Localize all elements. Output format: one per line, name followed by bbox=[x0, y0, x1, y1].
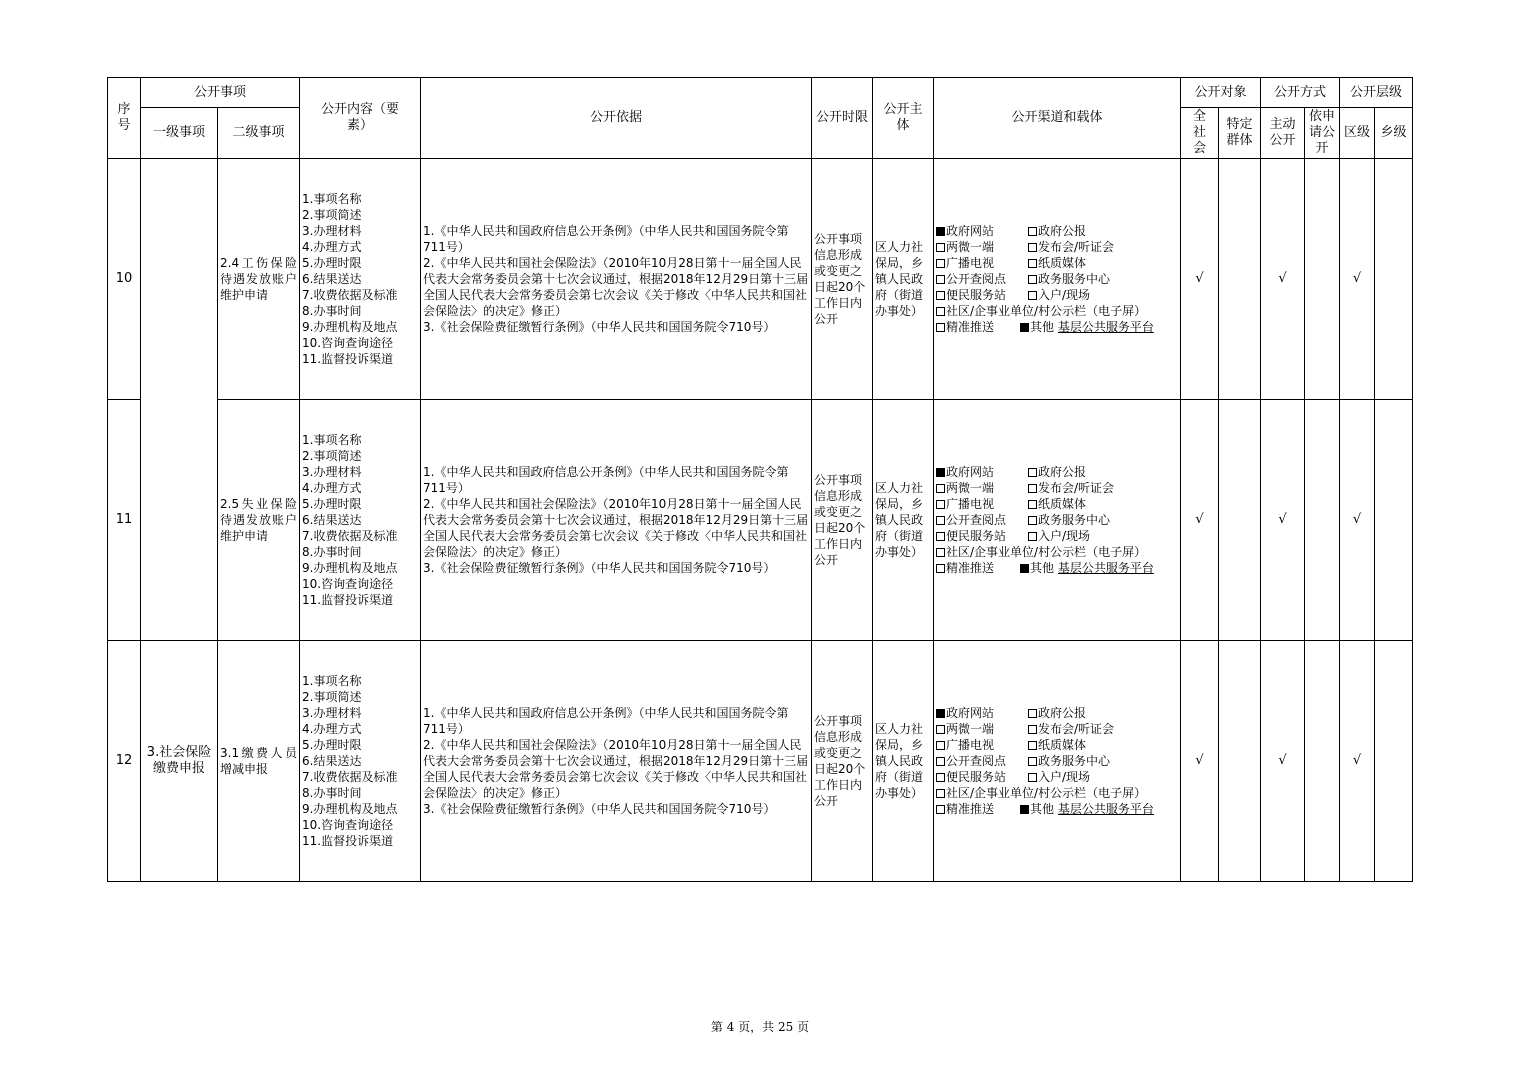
row-check-specific bbox=[1219, 641, 1261, 882]
row-check-specific bbox=[1219, 159, 1261, 400]
content-line: 11.监督投诉渠道 bbox=[302, 834, 394, 848]
checked-box-icon bbox=[936, 227, 945, 236]
checkbox-icon bbox=[936, 259, 945, 268]
channel-convenience-station: 便民服务站 bbox=[936, 287, 1028, 303]
basis-line: 3.《社会保险费征缴暂行条例》（中华人民共和国国务院令710号） bbox=[423, 802, 776, 816]
header-time-limit: 公开时限 bbox=[812, 78, 873, 159]
content-line: 7.收费依据及标准 bbox=[302, 288, 398, 302]
row-channels bbox=[934, 400, 1181, 641]
content-line: 6.结果送达 bbox=[302, 513, 362, 527]
checkbox-icon bbox=[936, 564, 945, 573]
content-line: 6.结果送达 bbox=[302, 754, 362, 768]
channel-service-center: 政务服务中心 bbox=[1028, 512, 1178, 528]
content-line: 5.办理时限 bbox=[302, 497, 362, 511]
content-line: 9.办理机构及地点 bbox=[302, 320, 398, 334]
channel-paper-media: 纸质媒体 bbox=[1028, 496, 1178, 512]
row-seq: 10 bbox=[108, 159, 141, 400]
checkbox-icon bbox=[1028, 757, 1037, 766]
row-seq: 12 bbox=[108, 641, 141, 882]
table-row bbox=[108, 400, 1413, 641]
row-time-limit: 公开事项信息形成或变更之日起20个工作日内公开 bbox=[812, 400, 873, 641]
row-time-limit: 公开事项信息形成或变更之日起20个工作日内公开 bbox=[812, 159, 873, 400]
checkbox-icon bbox=[936, 725, 945, 734]
row-check-district: √ bbox=[1340, 641, 1375, 882]
channel-door-to-door: 入户/现场 bbox=[1028, 287, 1178, 303]
row-check-apply bbox=[1305, 400, 1340, 641]
checkbox-icon bbox=[1028, 227, 1037, 236]
channel-service-center: 政务服务中心 bbox=[1028, 271, 1178, 287]
channel-convenience-station: 便民服务站 bbox=[936, 528, 1028, 544]
row-check-active: √ bbox=[1261, 400, 1305, 641]
checkbox-icon bbox=[1028, 259, 1037, 268]
basis-line: 2.《中华人民共和国社会保险法》（2010年10月28日第十一届全国人民代表大会常务委员会第十七次会议通过，根据2018年12月29日第十三届全国人民代表大会常务委员会第七次会议《关于修改〈中华人民共和国社会保险法〉的决定》修正） bbox=[423, 256, 809, 318]
content-line: 3.办理材料 bbox=[302, 224, 362, 238]
header-subject: 公开主体 bbox=[873, 78, 934, 159]
header-channels: 公开渠道和载体 bbox=[934, 78, 1181, 159]
row-subject: 区人力社保局，乡镇人民政府（街道办事处） bbox=[873, 159, 934, 400]
channel-gov-website: 政府网站 bbox=[936, 464, 1028, 480]
channel-door-to-door: 入户/现场 bbox=[1028, 528, 1178, 544]
content-line: 4.办理方式 bbox=[302, 240, 362, 254]
checkbox-icon bbox=[936, 500, 945, 509]
channel-press-conf: 发布会/听证会 bbox=[1028, 480, 1178, 496]
channel-paper-media: 纸质媒体 bbox=[1028, 255, 1178, 271]
checkbox-icon bbox=[1028, 725, 1037, 734]
channel-gov-website: 政府网站 bbox=[936, 705, 1028, 721]
channel-broadcast: 广播电视 bbox=[936, 255, 1028, 271]
channel-community-board: 社区/企事业单位/村公示栏（电子屏） bbox=[936, 785, 1178, 801]
basis-line: 3.《社会保险费征缴暂行条例》（中华人民共和国国务院令710号） bbox=[423, 561, 776, 575]
channel-service-center: 政务服务中心 bbox=[1028, 753, 1178, 769]
row-check-all: √ bbox=[1181, 159, 1219, 400]
header-content: 公开内容（要素） bbox=[300, 78, 421, 159]
channel-two-wei: 两微一端 bbox=[936, 239, 1028, 255]
content-line: 1.事项名称 bbox=[302, 192, 362, 206]
header-level1: 一级事项 bbox=[141, 108, 218, 159]
content-line: 7.收费依据及标准 bbox=[302, 529, 398, 543]
checkbox-icon bbox=[936, 789, 945, 798]
row-time-limit: 公开事项信息形成或变更之日起20个工作日内公开 bbox=[812, 641, 873, 882]
channel-press-conf: 发布会/听证会 bbox=[1028, 721, 1178, 737]
content-line: 8.办事时间 bbox=[302, 545, 362, 559]
checkbox-icon bbox=[936, 548, 945, 557]
row-check-district: √ bbox=[1340, 400, 1375, 641]
channel-public-query: 公开查阅点 bbox=[936, 271, 1028, 287]
header-items: 公开事项 bbox=[141, 78, 300, 108]
header-level-district: 区级 bbox=[1340, 108, 1375, 159]
row-check-town bbox=[1375, 159, 1413, 400]
content-line: 9.办理机构及地点 bbox=[302, 561, 398, 575]
row-basis bbox=[421, 641, 812, 882]
disclosure-table bbox=[107, 77, 1413, 882]
basis-line: 1.《中华人民共和国政府信息公开条例》（中华人民共和国国务院令第711号） bbox=[423, 224, 789, 254]
checked-box-icon bbox=[1020, 805, 1029, 814]
row-content bbox=[300, 641, 421, 882]
row-content bbox=[300, 159, 421, 400]
content-line: 1.事项名称 bbox=[302, 433, 362, 447]
channel-community-board: 社区/企事业单位/村公示栏（电子屏） bbox=[936, 303, 1178, 319]
channel-two-wei: 两微一端 bbox=[936, 721, 1028, 737]
content-line: 2.事项简述 bbox=[302, 208, 362, 222]
table-row bbox=[108, 641, 1413, 882]
channel-public-query: 公开查阅点 bbox=[936, 512, 1028, 528]
channel-press-conf: 发布会/听证会 bbox=[1028, 239, 1178, 255]
content-line: 8.办事时间 bbox=[302, 786, 362, 800]
content-line: 2.事项简述 bbox=[302, 449, 362, 463]
checkbox-icon bbox=[1028, 500, 1037, 509]
row-subject: 区人力社保局，乡镇人民政府（街道办事处） bbox=[873, 400, 934, 641]
content-line: 3.办理材料 bbox=[302, 465, 362, 479]
content-line: 7.收费依据及标准 bbox=[302, 770, 398, 784]
content-line: 2.事项简述 bbox=[302, 690, 362, 704]
checkbox-icon bbox=[936, 275, 945, 284]
channel-paper-media: 纸质媒体 bbox=[1028, 737, 1178, 753]
header-seq: 序号 bbox=[108, 78, 141, 159]
row-check-specific bbox=[1219, 400, 1261, 641]
basis-line: 1.《中华人民共和国政府信息公开条例》（中华人民共和国国务院令第711号） bbox=[423, 465, 789, 495]
checkbox-icon bbox=[936, 243, 945, 252]
content-line: 1.事项名称 bbox=[302, 674, 362, 688]
basis-line: 2.《中华人民共和国社会保险法》（2010年10月28日第十一届全国人民代表大会常务委员会第十七次会议通过，根据2018年12月29日第十三届全国人民代表大会常务委员会第七次会议《关于修改〈中华人民共和国社会保险法〉的决定》修正） bbox=[423, 497, 809, 559]
row-check-apply bbox=[1305, 159, 1340, 400]
content-line: 6.结果送达 bbox=[302, 272, 362, 286]
table-row bbox=[108, 159, 1413, 400]
content-line: 10.咨询查询途径 bbox=[302, 336, 394, 350]
row-check-active: √ bbox=[1261, 641, 1305, 882]
header-target: 公开对象 bbox=[1181, 78, 1261, 108]
checkbox-icon bbox=[936, 757, 945, 766]
row-subject: 区人力社保局，乡镇人民政府（街道办事处） bbox=[873, 641, 934, 882]
checkbox-icon bbox=[1028, 468, 1037, 477]
row-level2: 2.4工伤保险待遇发放账户维护申请 bbox=[218, 159, 300, 400]
row-level1 bbox=[141, 159, 218, 641]
checkbox-icon bbox=[1028, 291, 1037, 300]
checkbox-icon bbox=[936, 323, 945, 332]
row-channels bbox=[934, 641, 1181, 882]
row-level1: 3.社会保险缴费申报 bbox=[141, 641, 218, 882]
checkbox-icon bbox=[1028, 243, 1037, 252]
channel-gov-website: 政府网站 bbox=[936, 223, 1028, 239]
header-level: 公开层级 bbox=[1340, 78, 1413, 108]
channel-broadcast: 广播电视 bbox=[936, 737, 1028, 753]
header-level2: 二级事项 bbox=[218, 108, 300, 159]
header-method: 公开方式 bbox=[1261, 78, 1340, 108]
channel-community-board: 社区/企事业单位/村公示栏（电子屏） bbox=[936, 544, 1178, 560]
content-line: 3.办理材料 bbox=[302, 706, 362, 720]
content-line: 4.办理方式 bbox=[302, 481, 362, 495]
channel-broadcast: 广播电视 bbox=[936, 496, 1028, 512]
checkbox-icon bbox=[1028, 275, 1037, 284]
channel-gov-bulletin: 政府公报 bbox=[1028, 223, 1178, 239]
content-line: 8.办事时间 bbox=[302, 304, 362, 318]
checkbox-icon bbox=[936, 484, 945, 493]
checkbox-icon bbox=[1028, 741, 1037, 750]
channel-two-wei: 两微一端 bbox=[936, 480, 1028, 496]
row-level2: 2.5失业保险待遇发放账户维护申请 bbox=[218, 400, 300, 641]
basis-line: 1.《中华人民共和国政府信息公开条例》（中华人民共和国国务院令第711号） bbox=[423, 706, 789, 736]
checkbox-icon bbox=[936, 532, 945, 541]
content-line: 11.监督投诉渠道 bbox=[302, 352, 394, 366]
basis-line: 3.《社会保险费征缴暂行条例》（中华人民共和国国务院令710号） bbox=[423, 320, 776, 334]
header-basis: 公开依据 bbox=[421, 78, 812, 159]
channel-gov-bulletin: 政府公报 bbox=[1028, 705, 1178, 721]
row-check-active: √ bbox=[1261, 159, 1305, 400]
row-basis bbox=[421, 400, 812, 641]
row-content bbox=[300, 400, 421, 641]
checkbox-icon bbox=[1028, 532, 1037, 541]
checked-box-icon bbox=[936, 468, 945, 477]
content-line: 9.办理机构及地点 bbox=[302, 802, 398, 816]
row-level2: 3.1缴费人员增减申报 bbox=[218, 641, 300, 882]
checkbox-icon bbox=[1028, 773, 1037, 782]
checked-box-icon bbox=[1020, 564, 1029, 573]
checkbox-icon bbox=[936, 741, 945, 750]
channel-door-to-door: 入户/现场 bbox=[1028, 769, 1178, 785]
channel-precise-push-other: 精准推送 其他 基层公共服务平台 bbox=[936, 801, 1178, 817]
content-line: 5.办理时限 bbox=[302, 256, 362, 270]
channel-public-query: 公开查阅点 bbox=[936, 753, 1028, 769]
channel-gov-bulletin: 政府公报 bbox=[1028, 464, 1178, 480]
content-line: 10.咨询查询途径 bbox=[302, 577, 394, 591]
content-line: 10.咨询查询途径 bbox=[302, 818, 394, 832]
checkbox-icon bbox=[1028, 709, 1037, 718]
row-check-town bbox=[1375, 641, 1413, 882]
content-line: 4.办理方式 bbox=[302, 722, 362, 736]
row-channels bbox=[934, 159, 1181, 400]
row-check-town bbox=[1375, 400, 1413, 641]
checked-box-icon bbox=[936, 709, 945, 718]
content-line: 11.监督投诉渠道 bbox=[302, 593, 394, 607]
header-method-active: 主动公开 bbox=[1261, 108, 1305, 159]
basis-line: 2.《中华人民共和国社会保险法》（2010年10月28日第十一届全国人民代表大会常务委员会第十七次会议通过，根据2018年12月29日第十三届全国人民代表大会常务委员会第七次会议《关于修改〈中华人民共和国社会保险法〉的决定》修正） bbox=[423, 738, 809, 800]
checkbox-icon bbox=[1028, 516, 1037, 525]
row-check-all: √ bbox=[1181, 641, 1219, 882]
checkbox-icon bbox=[1028, 484, 1037, 493]
row-seq: 11 bbox=[108, 400, 141, 641]
row-check-apply bbox=[1305, 641, 1340, 882]
header-method-apply: 依申请公开 bbox=[1305, 108, 1340, 159]
row-check-district: √ bbox=[1340, 159, 1375, 400]
page-footer: 第 4 页，共 25 页 bbox=[710, 1020, 810, 1034]
checkbox-icon bbox=[936, 773, 945, 782]
channel-precise-push-other: 精准推送 其他 基层公共服务平台 bbox=[936, 319, 1178, 335]
row-basis bbox=[421, 159, 812, 400]
row-check-all: √ bbox=[1181, 400, 1219, 641]
checkbox-icon bbox=[936, 307, 945, 316]
checked-box-icon bbox=[1020, 323, 1029, 332]
header-level-town: 乡级 bbox=[1375, 108, 1413, 159]
checkbox-icon bbox=[936, 291, 945, 300]
channel-convenience-station: 便民服务站 bbox=[936, 769, 1028, 785]
header-target-specific: 特定群体 bbox=[1219, 108, 1261, 159]
content-line: 5.办理时限 bbox=[302, 738, 362, 752]
header-target-all: 全社会 bbox=[1181, 108, 1219, 159]
checkbox-icon bbox=[936, 805, 945, 814]
checkbox-icon bbox=[936, 516, 945, 525]
channel-precise-push-other: 精准推送 其他 基层公共服务平台 bbox=[936, 560, 1178, 576]
